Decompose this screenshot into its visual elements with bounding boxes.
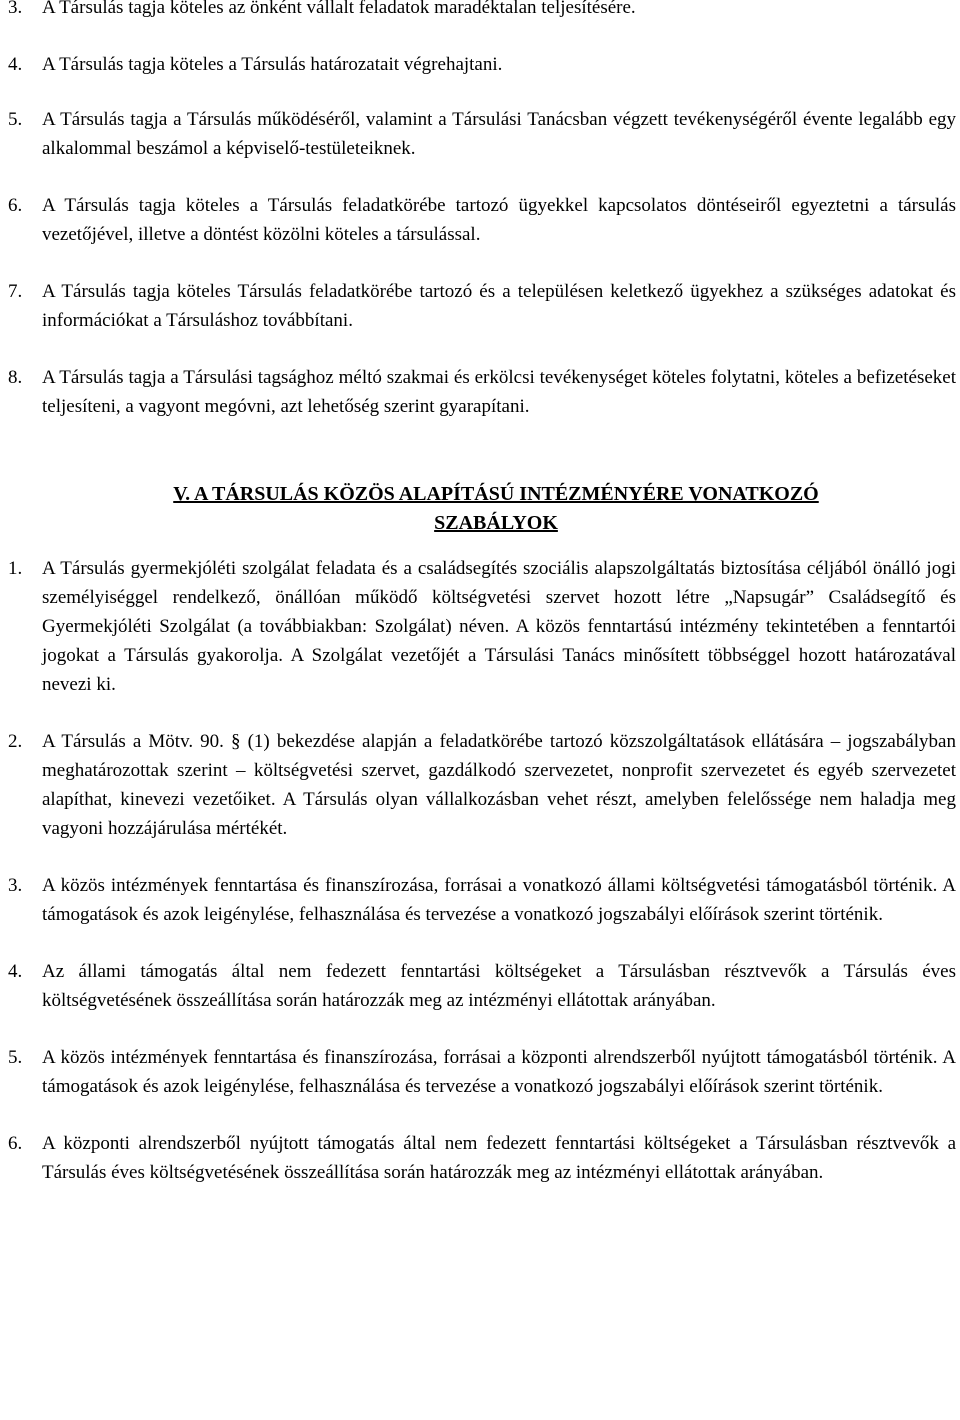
section-heading-line2: SZABÁLYOK (434, 512, 558, 534)
list-item (8, 957, 956, 1015)
list-item (8, 554, 956, 699)
list-item (8, 1129, 956, 1187)
list-item (8, 727, 956, 843)
item-text: A Társulás tagja köteles a Társulás határozatait végrehajtani. (42, 54, 503, 75)
item-number: 3. (8, 875, 23, 896)
item-text: A Társulás tagja köteles az önként vállalt feladatok maradéktalan teljesítésére. (42, 0, 636, 18)
section-heading-line1: V. A TÁRSULÁS KÖZÖS ALAPÍTÁSÚ INTÉZMÉNYÉRE VONATKOZÓ (173, 483, 819, 505)
item-number: 2. (8, 731, 23, 752)
item-number: 1. (8, 558, 23, 579)
list-item (8, 50, 956, 79)
item-text: A Társulás a Mötv. 90. § (1) bekezdése alapján a feladatkörébe tartozó közszolgáltatások ellátására – jogszabályban meghatározottak szerint – költségvetési szervet, gazdálkodó szervezetet, nonprofit szervezetet és egyéb szervezetet alapíthat, kinevezi vezetőiket. A Társulás olyan vállalkozásban vehet részt, amelyben felelőssége nem haladja meg vagyoni hozzájárulása mértékét. (42, 731, 956, 839)
item-text: A Társulás tagja köteles Társulás feladatkörébe tartozó és a településen keletkező ügyekhez a szükséges adatokat és információkat a Társuláshoz továbbítani. (42, 281, 956, 331)
list-item (8, 1043, 956, 1101)
list-item (8, 105, 956, 163)
item-text: A Társulás tagja a Társulás működéséről, valamint a Társulási Tanácsban végzett tevékenységéről évente legalább egy alkalommal beszámol a képviselő-testületeiknek. (42, 109, 956, 159)
item-number: 6. (8, 195, 23, 216)
list-item (8, 277, 956, 335)
list-item (8, 871, 956, 929)
item-number: 7. (8, 281, 23, 302)
item-text: A Társulás gyermekjóléti szolgálat feladata és a családsegítés szociális alapszolgáltatás biztosítása céljából önálló jogi személyiséggel rendelkező, önállóan működő költségvetési szervet hozott létre „Napsugár” Családsegítő és Gyermekjóléti Szolgálat (a továbbiakban: Szolgálat) néven. A közös fenntartású intézmény tekintetében a fenntartói jogokat a Társulás gyakorolja. A Szolgálat vezetőjét a Társulási Tanács minősített többséggel hozott határozatával nevezi ki. (42, 558, 956, 695)
list-item (8, 191, 956, 249)
item-text: A Társulás tagja köteles a Társulás feladatkörébe tartozó ügyekkel kapcsolatos döntéseiről egyeztetni a társulás vezetőjével, illetve a döntést közölni köteles a társulással. (42, 195, 956, 245)
item-number: 3. (8, 0, 23, 18)
item-number: 5. (8, 109, 23, 130)
section-heading (8, 480, 956, 538)
item-number: 5. (8, 1047, 23, 1068)
item-number: 8. (8, 367, 23, 388)
item-text: A Társulás tagja a Társulási tagsághoz méltó szakmai és erkölcsi tevékenységet köteles folytatni, köteles a befizetéseket teljesíteni, a vagyont megóvni, azt lehetőség szerint gyarapítani. (42, 367, 956, 417)
item-number: 4. (8, 961, 23, 982)
item-text: A közös intézmények fenntartása és finanszírozása, forrásai a központi alrendszerből nyújtott támogatásból történik. A támogatások és azok leigénylése, felhasználása és tervezése a vonatkozó jogszabályi előírások szerint történik. (42, 1047, 956, 1097)
item-text: A központi alrendszerből nyújtott támogatás által nem fedezett fenntartási költségeket a Társulásban résztvevők a Társulás éves költségvetésének összeállítása során határozzák meg az intézményi ellátottak arányában. (42, 1133, 956, 1183)
list-item (8, 0, 956, 22)
item-text: Az állami támogatás által nem fedezett fenntartási költségeket a Társulásban résztvevők a Társulás éves költségvetésének összeállítása során határozzák meg az intézményi ellátottak arányában. (42, 961, 956, 1011)
item-text: A közös intézmények fenntartása és finanszírozása, forrásai a vonatkozó állami költségvetési támogatásból történik. A támogatások és azok leigénylése, felhasználása és tervezése a vonatkozó jogszabályi előírások szerint történik. (42, 875, 956, 925)
list-item (8, 363, 956, 421)
item-number: 4. (8, 54, 23, 75)
item-number: 6. (8, 1133, 23, 1154)
